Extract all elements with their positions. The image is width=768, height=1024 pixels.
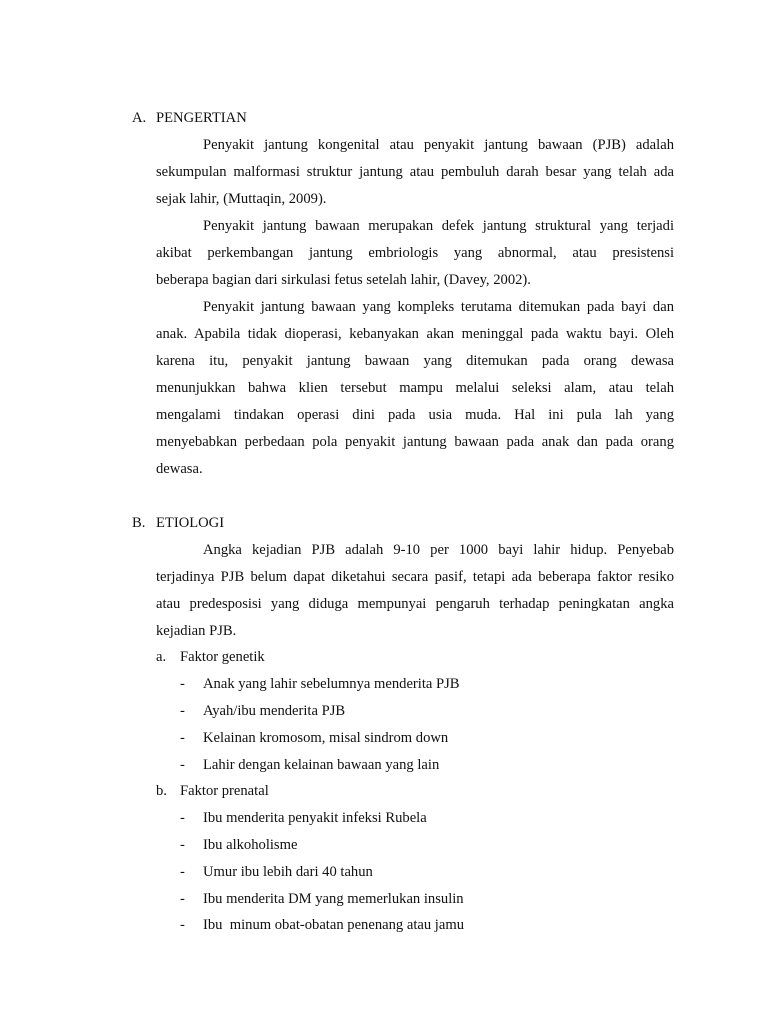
paragraph-line: menyebabkan perbedaan pola penyakit jantung bawaan pada anak dan pada orang [156,434,674,450]
bullet-dash: - [180,917,185,933]
paragraph-line: sejak lahir, (Muttaqin, 2009). [156,191,327,207]
subsection-a-title: Faktor genetik [180,649,265,665]
bullet-dash: - [180,757,185,773]
paragraph-line: sekumpulan malformasi struktur jantung atau pembuluh darah besar yang telah ada [156,164,674,180]
subsection-b-letter: b. [156,783,167,799]
bullet-dash: - [180,703,185,719]
subsection-a-letter: a. [156,649,167,665]
paragraph-line: kejadian PJB. [156,623,237,639]
paragraph-line: karena itu, penyakit jantung bawaan yang ditemukan pada orang dewasa [156,353,674,369]
bullet-dash: - [180,891,185,907]
paragraph-line: Penyakit jantung kongenital atau penyakit jantung bawaan (PJB) adalah [203,137,674,153]
paragraph-line: atau predesposisi yang diduga mempunyai pengaruh terhadap peningkatan angka [156,596,674,612]
list-item: Ibu menderita penyakit infeksi Rubela [203,810,427,826]
paragraph-line: menunjukkan bahwa klien tersebut mampu melalui seleksi alam, atau telah [156,380,674,396]
paragraph-line: mengalami tindakan operasi dini pada usia muda. Hal ini pula lah yang [156,407,674,423]
list-item: Lahir dengan kelainan bawaan yang lain [203,757,440,773]
paragraph-line: akibat perkembangan jantung embriologis yang abnormal, atau presistensi [156,245,674,261]
section-a-heading: PENGERTIAN [156,110,247,126]
bullet-dash: - [180,864,185,880]
list-item: Ibu menderita DM yang memerlukan insulin [203,891,464,907]
section-b-heading: ETIOLOGI [156,515,225,531]
paragraph-line: dewasa. [156,461,203,477]
list-item: Anak yang lahir sebelumnya menderita PJB [203,676,460,692]
subsection-b-title: Faktor prenatal [180,783,269,799]
bullet-dash: - [180,730,185,746]
bullet-dash: - [180,837,185,853]
section-b-letter: B. [132,515,146,531]
paragraph-line: terjadinya PJB belum dapat diketahui secara pasif, tetapi ada beberapa faktor resiko [156,569,674,585]
paragraph-line: beberapa bagian dari sirkulasi fetus setelah lahir, (Davey, 2002). [156,272,531,288]
section-a-letter: A. [132,110,147,126]
paragraph-line: Penyakit jantung bawaan yang kompleks terutama ditemukan pada bayi dan [203,299,674,315]
bullet-dash: - [180,676,185,692]
list-item: Ibu alkoholisme [203,837,298,853]
list-item: Kelainan kromosom, misal sindrom down [203,730,449,746]
list-item: Ibu minum obat-obatan penenang atau jamu [203,917,464,933]
paragraph-line: anak. Apabila tidak dioperasi, kebanyakan akan meninggal pada waktu bayi. Oleh [156,326,674,342]
paragraph-line: Penyakit jantung bawaan merupakan defek jantung struktural yang terjadi [203,218,674,234]
paragraph-line: Angka kejadian PJB adalah 9-10 per 1000 bayi lahir hidup. Penyebab [203,542,674,558]
bullet-dash: - [180,810,185,826]
list-item: Umur ibu lebih dari 40 tahun [203,864,373,880]
list-item: Ayah/ibu menderita PJB [203,703,346,719]
